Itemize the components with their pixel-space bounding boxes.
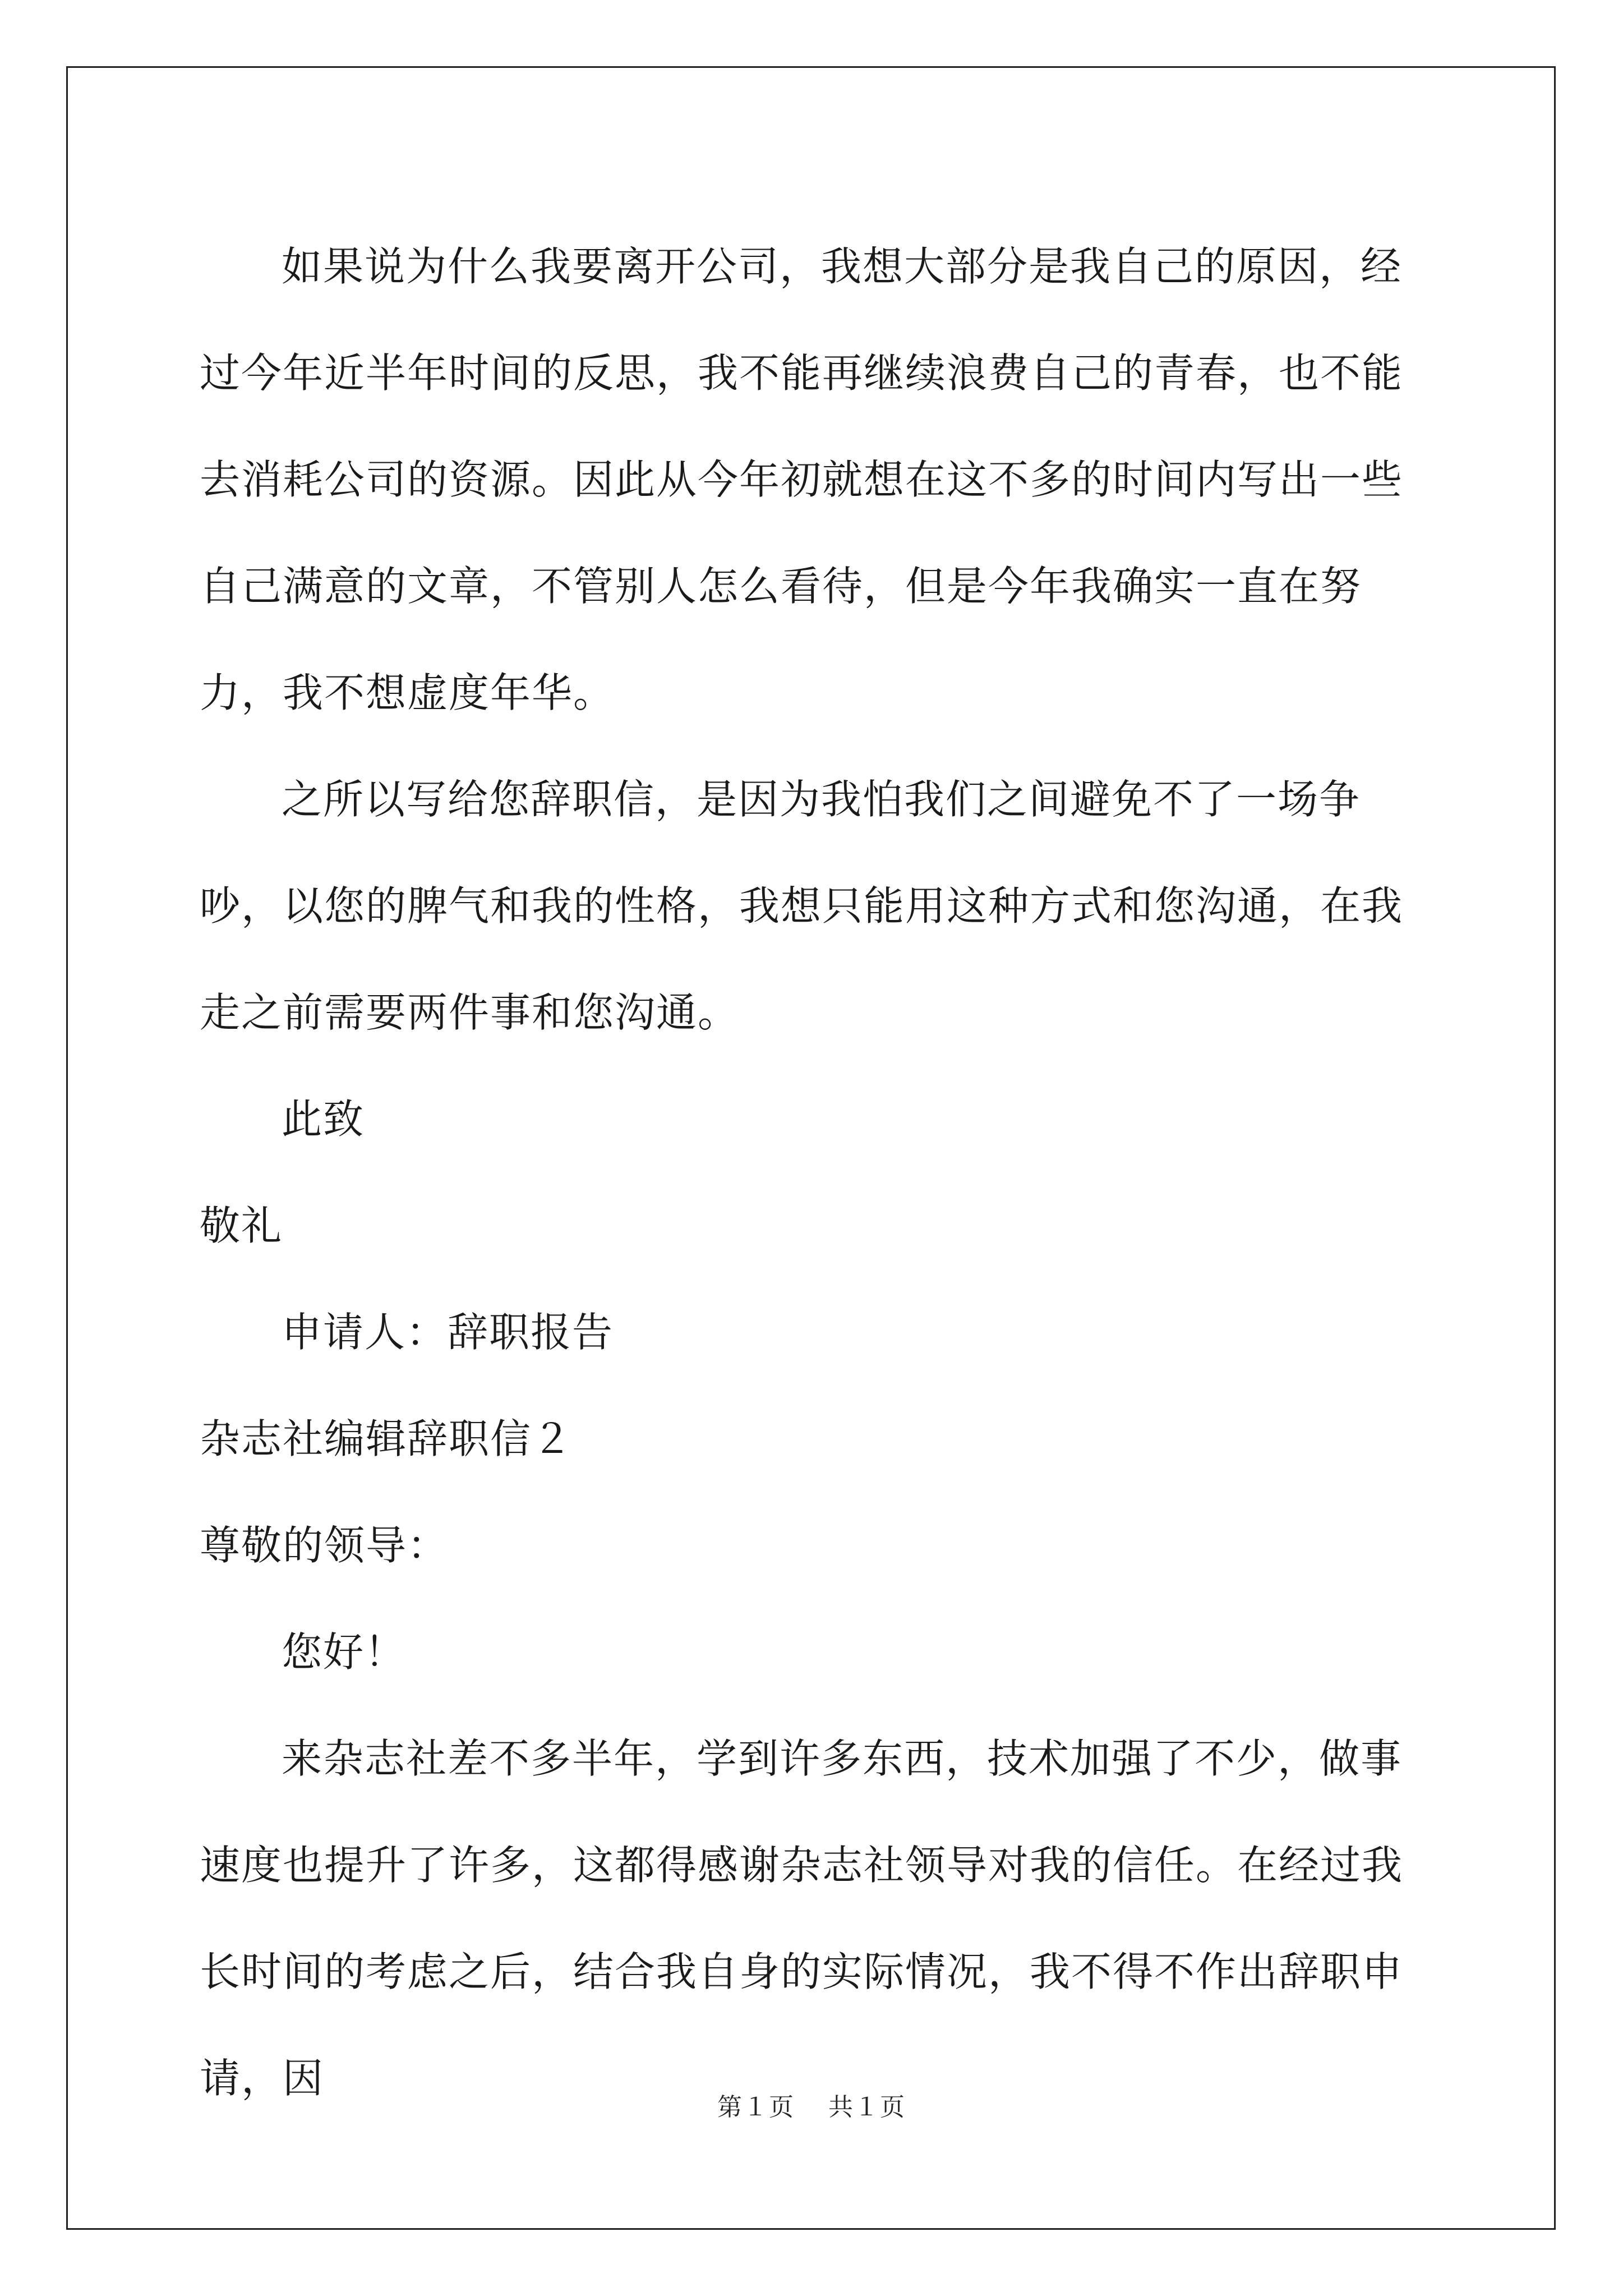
page-footer (0, 2087, 1623, 2123)
section-title: 杂志社编辑辞职信２ (200, 1415, 574, 1462)
closing-salutation: 此致 (282, 1096, 365, 1143)
greeting-hello: 您好！ (282, 1628, 407, 1676)
page-number-current: 第１页 (717, 2093, 795, 2122)
applicant-line: 申请人：辞职报告 (282, 1309, 614, 1356)
document-body (200, 213, 1433, 2132)
paragraph-letter-purpose: 之所以写给您辞职信，是因为我怕我们之间避免不了一场争吵，以您的脾气和我的性格，我想只能用这种方式和您沟通，在我走之前需要两件事和您沟通。 (200, 776, 1404, 1036)
greeting-addressee: 尊敬的领导： (200, 1522, 449, 1569)
page-number-total: 共１页 (828, 2093, 906, 2122)
closing-regards: 敬礼 (200, 1202, 283, 1249)
paragraph-reason: 如果说为什么我要离开公司，我想大部分是我自己的原因，经过今年近半年时间的反思，我不能再继续浪费自己的青春，也不能去消耗公司的资源。因此从今年初就想在这不多的时间内写出一些自己满意的文章，不管别人怎么看待，但是今年我确实一直在努力，我不想虚度年华。 (200, 243, 1404, 716)
paragraph-intro: 来杂志社差不多半年，学到许多东西，技术加强了不少，做事速度也提升了许多，这都得感谢杂志社领导对我的信任。在经过我长时间的考虑之后，结合我自身的实际情况，我不得不作出辞职申请，因 (200, 1735, 1404, 2102)
